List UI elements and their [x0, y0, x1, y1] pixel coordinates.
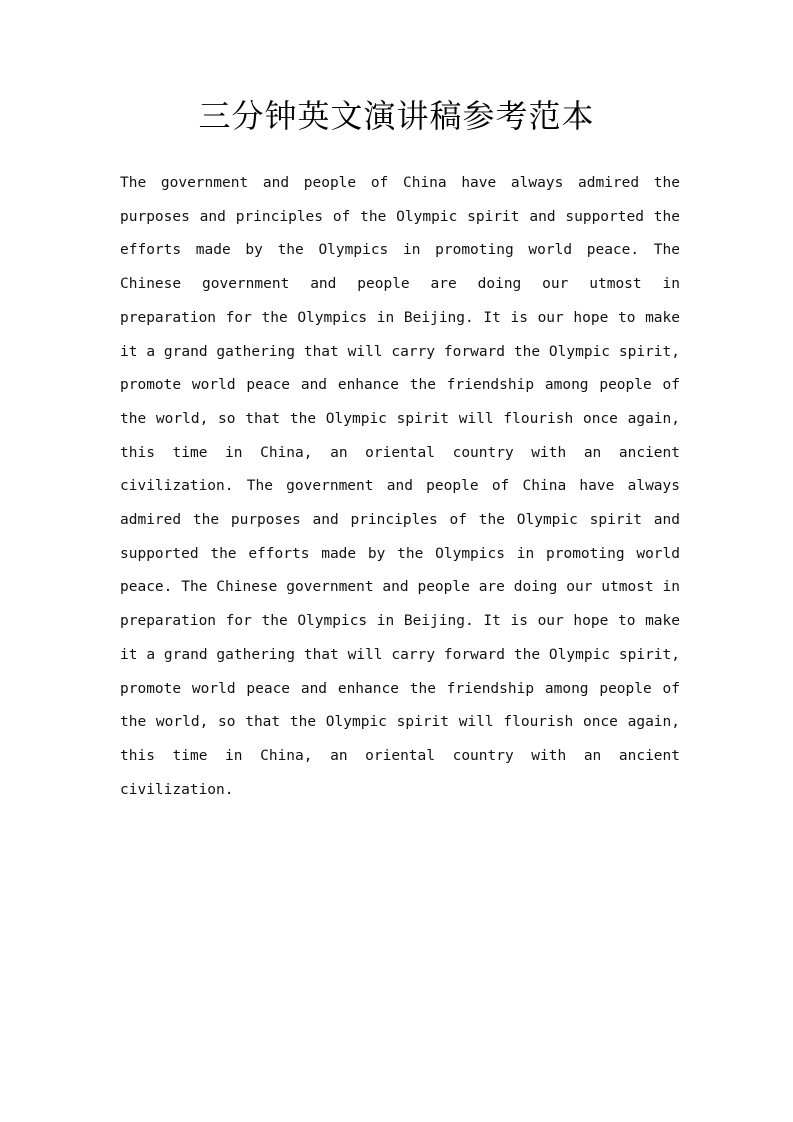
document-body-paragraph: The government and people of China have always admired the purposes and principles of the Olympic spirit and supported the efforts made by the Olympics in promoting world peace. The Chinese government and people are doing our utmost in preparation for the Olympics in Beijing. It is our hope to make it a grand gathering that will carry forward the Olympic spirit, promote world peace and enhance the friendship among people of the world, so that the Olympic spirit will flourish once again, this time in China, an oriental country with an ancient civilization. The government and people of China have always admired the purposes and principles of the Olympic spirit and supported the efforts made by the Olympics in promoting world peace. The Chinese government and people are doing our utmost in preparation for the Olympics in Beijing. It is our hope to make it a grand gathering that will carry forward the Olympic spirit, promote world peace and enhance the friendship among people of the world, so that the Olympic spirit will flourish once again, this time in China, an oriental country with an ancient civilization. [120, 175, 680, 798]
document-title: 三分钟英文演讲稿参考范本 [198, 97, 595, 135]
